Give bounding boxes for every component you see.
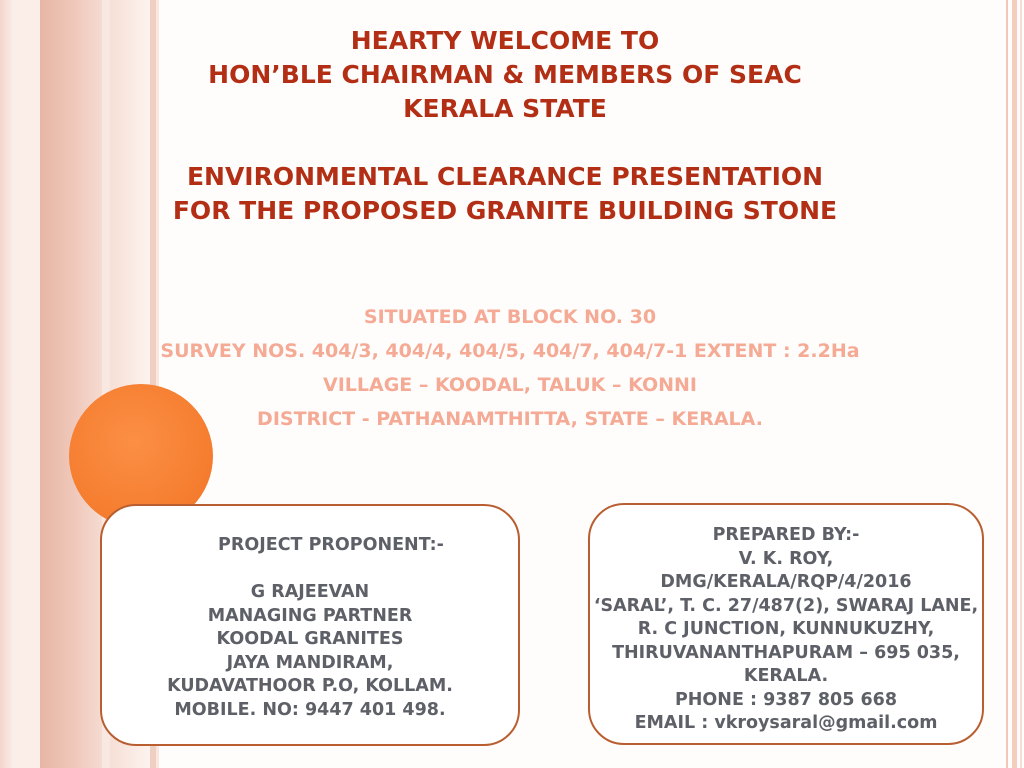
preparer-name: V. K. ROY, — [738, 548, 834, 569]
title-line: ENVIRONMENTAL CLEARANCE PRESENTATION — [186, 162, 824, 191]
preparer-address: KERALA. — [743, 666, 829, 686]
proponent-address: KUDAVATHOOR P.O, KOLLAM. — [167, 676, 453, 696]
preparer-registration: DMG/KERALA/RQP/4/2016 — [660, 572, 912, 592]
right-decor-line — [1006, 0, 1008, 768]
preparer-address: ‘SARAL’, T. C. 27/487(2), SWARAJ LANE, — [593, 595, 979, 616]
proponent-company: KOODAL GRANITES — [216, 629, 404, 649]
right-decor-line — [1012, 0, 1017, 768]
left-decor-stripe — [0, 0, 14, 768]
location-line: SITUATED AT BLOCK NO. 30 — [363, 306, 657, 328]
prepared-by-box — [588, 503, 984, 745]
title-line: FOR THE PROPOSED GRANITE BUILDING STONE — [172, 196, 838, 225]
location-line: VILLAGE – KOODAL, TALUK – KONNI — [323, 374, 697, 396]
title-line: HEARTY WELCOME TO — [350, 26, 660, 55]
proponent-heading: PROJECT PROPONENT:- — [218, 535, 444, 555]
site-location — [150, 300, 870, 436]
title-line: KERALA STATE — [403, 94, 607, 123]
proponent-name: G RAJEEVAN — [250, 582, 370, 602]
project-proponent-box — [100, 504, 520, 746]
proponent-designation: MANAGING PARTNER — [207, 605, 413, 626]
preparer-address: R. C JUNCTION, KUNNUKUZHY, — [637, 619, 935, 639]
preparer-phone: PHONE : 9387 805 668 — [674, 689, 898, 710]
location-line: SURVEY NOS. 404/3, 404/4, 404/5, 404/7, 404/7-1 EXTENT : 2.2Ha — [160, 340, 860, 362]
left-decor-stripe — [40, 0, 102, 768]
prepared-by-heading: PREPARED BY:- — [712, 525, 860, 545]
preparer-address: THIRUVANANTHAPURAM – 695 035, — [612, 642, 960, 663]
proponent-mobile: MOBILE. NO: 9447 401 498. — [174, 699, 446, 720]
left-decor-stripe — [14, 0, 40, 768]
proponent-address: JAYA MANDIRAM, — [226, 652, 394, 673]
preparer-email: EMAIL : vkroysaral@gmail.com — [634, 713, 938, 733]
title-line: HON’BLE CHAIRMAN & MEMBERS OF SEAC — [208, 60, 802, 89]
right-decor-line — [1020, 0, 1022, 768]
location-line: DISTRICT - PATHANAMTHITTA, STATE – KERALA. — [257, 408, 763, 430]
slide-title — [160, 24, 850, 228]
